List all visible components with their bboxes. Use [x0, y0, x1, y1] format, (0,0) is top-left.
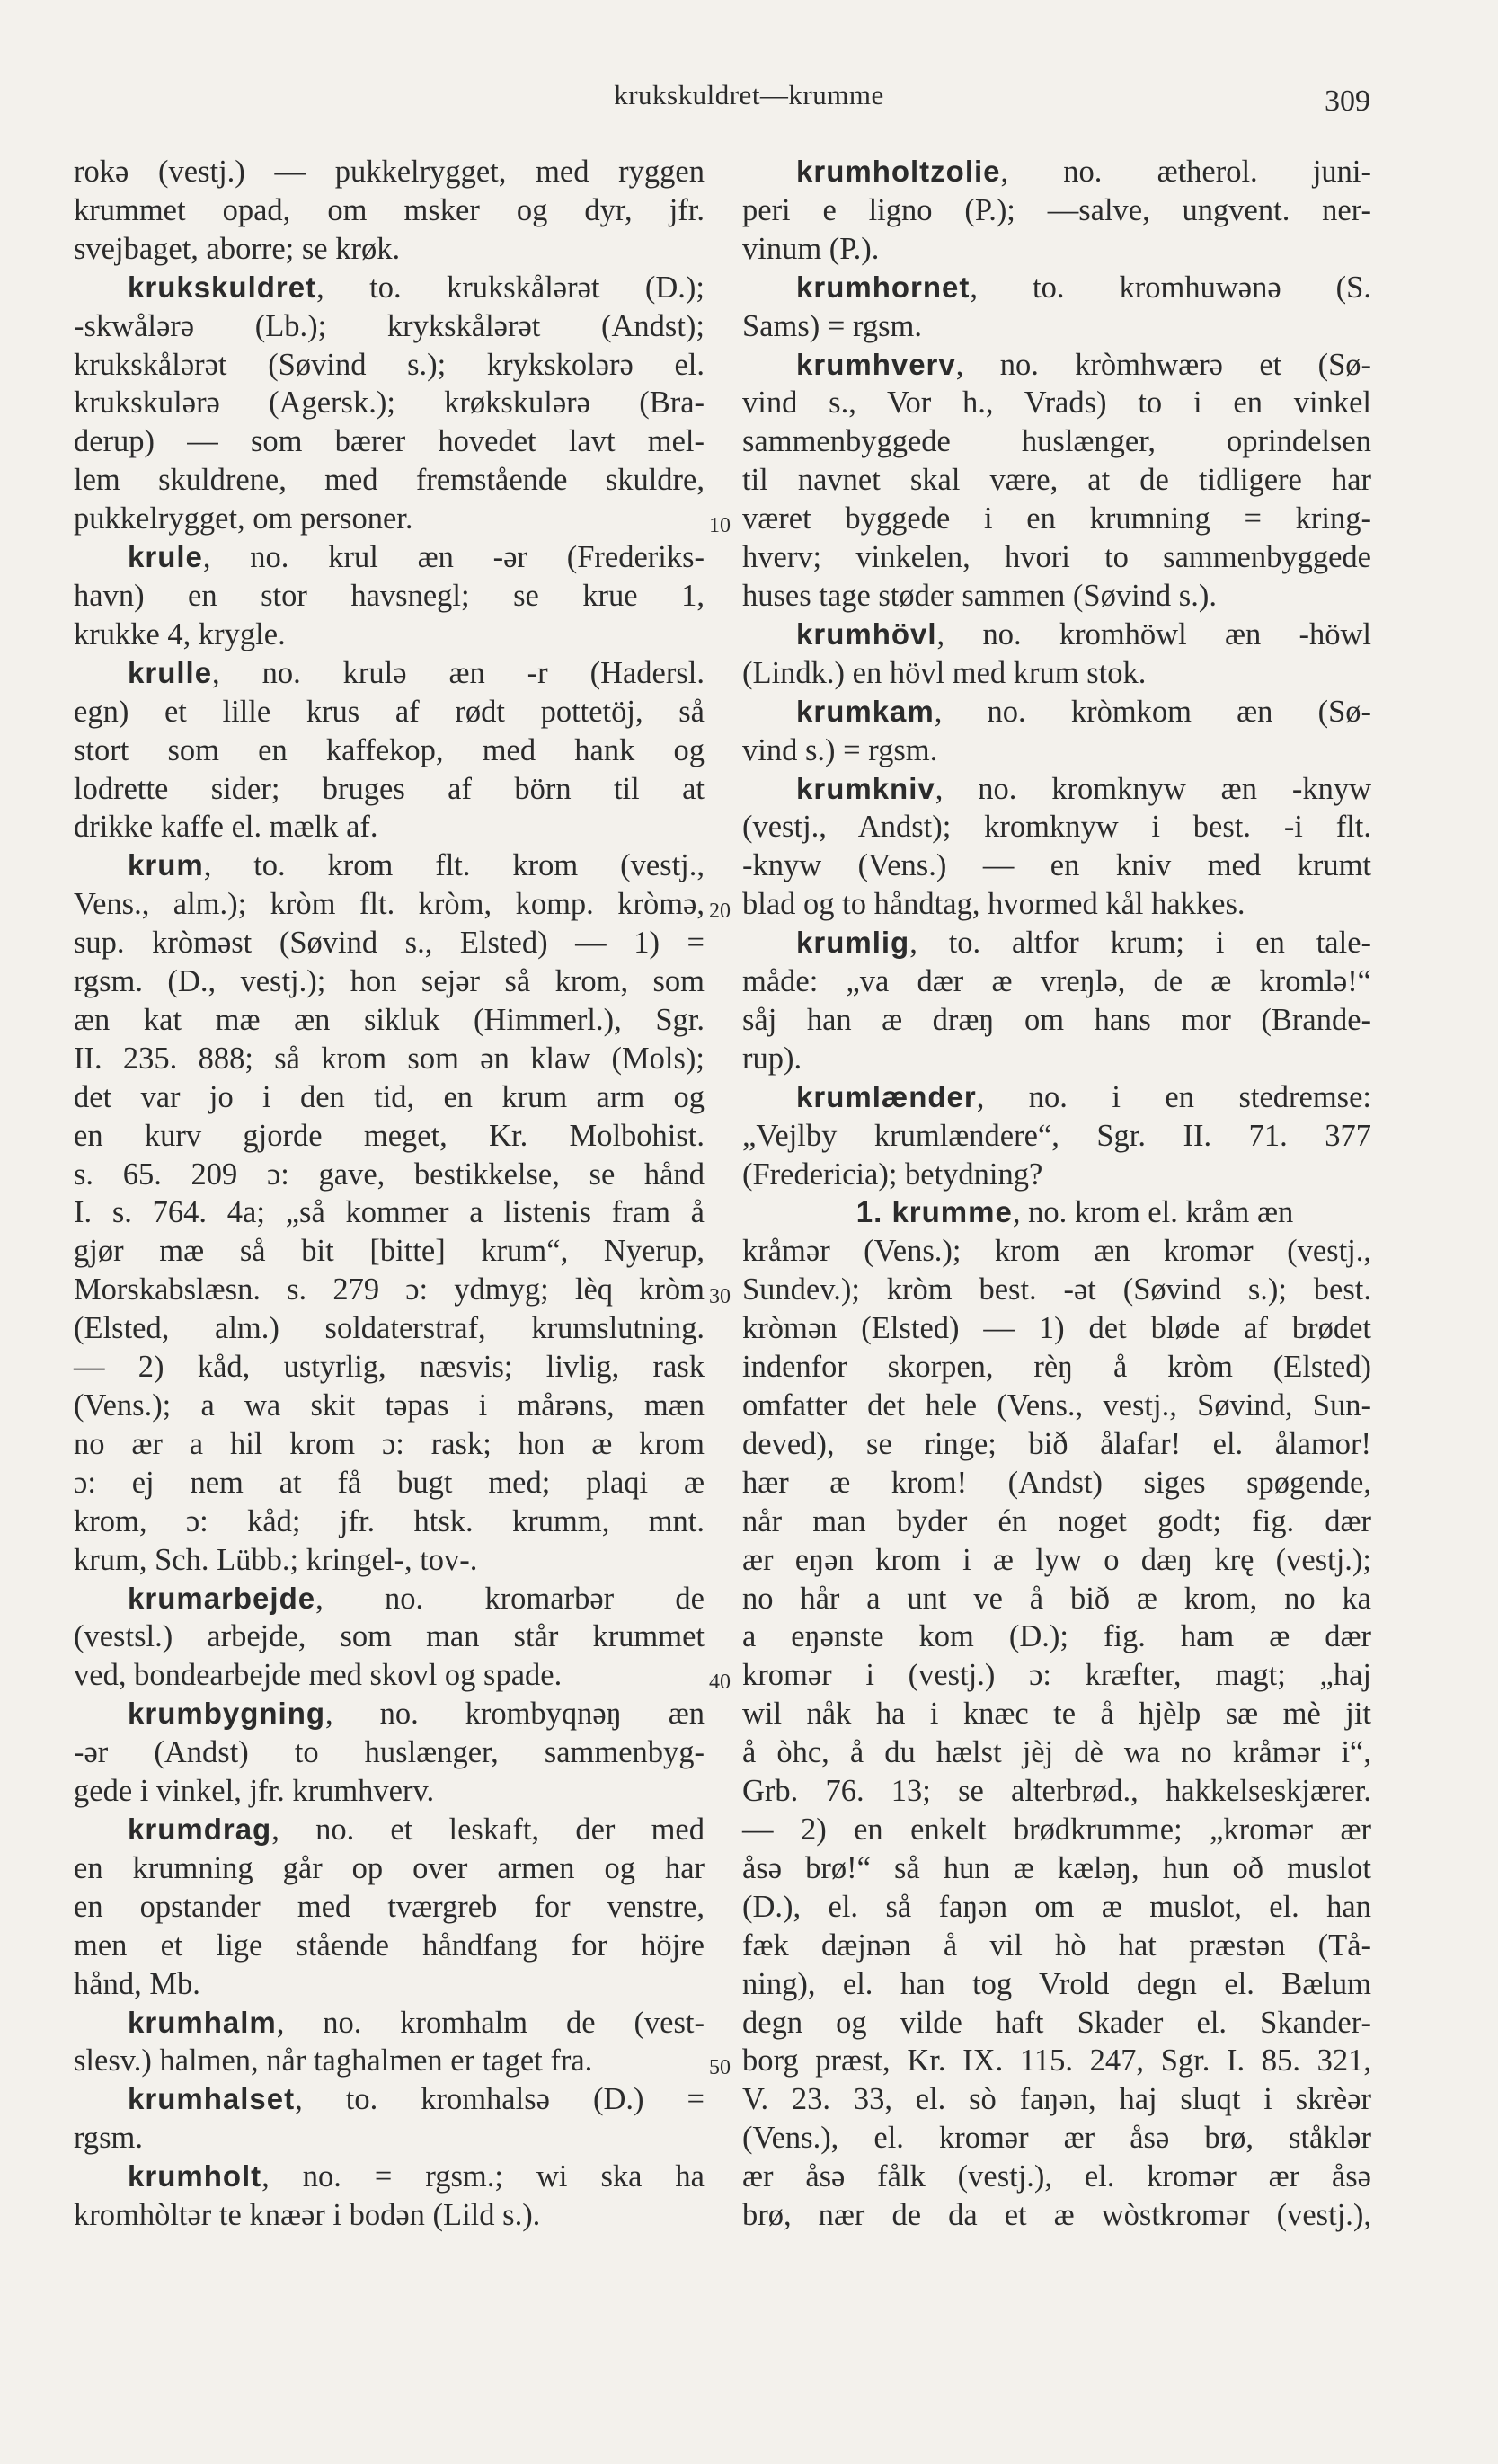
text-line: kromhòltər te knæər i bodən (Lild s.).	[74, 2198, 541, 2233]
text-line: vind s., Vor h., Vrads) to i en vinkel	[742, 386, 1371, 421]
text-line: hverv; vinkelen, hvori to sammenbyggede	[742, 540, 1371, 575]
text-line: en krumning går op over armen og har	[74, 1850, 705, 1885]
text-line: krumhverv, no. kròmhwærə et (Sø-	[796, 347, 1371, 382]
text-line: æn kat mæ æn sikluk (Himmerl.), Sgr.	[74, 1002, 705, 1037]
text-line: I. s. 764. 4a; „så kommer a listenis fram å	[74, 1195, 705, 1230]
text-line: Sundev.); kròm best. -ət (Søvind s.); best.	[742, 1272, 1371, 1307]
text-line: hær æ krom! (Andst) siges spøgende,	[742, 1465, 1371, 1500]
text-line: drikke kaffe el. mælk af.	[74, 810, 378, 845]
text-line: krukke 4, krygle.	[74, 616, 286, 651]
text-line: Morskabslæsn. s. 279 ɔ: ydmyg; lèq kròm	[74, 1272, 705, 1307]
headword: krum	[128, 848, 204, 882]
text-line: — 2) en enkelt brødkrumme; „kromər ær	[742, 1812, 1371, 1847]
text-line: kròmən (Elsted) — 1) det bløde af brødet	[742, 1311, 1371, 1346]
headword: krumhalm	[128, 2005, 277, 2039]
text-line: ɔ: ej nem at få bugt med; plaqi æ	[74, 1465, 705, 1500]
headword: krulle	[128, 655, 213, 689]
text-line: ær åsə fålk (vestj.), el. kromər ær åsə	[742, 2159, 1371, 2194]
text-line: men et lige stående håndfang for höjre	[74, 1928, 705, 1963]
running-head: krukskuldret—krumme	[614, 79, 884, 111]
text-line: a eŋənste kom (D.); fig. ham æ dær	[742, 1619, 1371, 1654]
text-line: fæk dæjnən å vil hò hat præstən (Tå-	[742, 1928, 1371, 1963]
text-line: krumdrag, no. et leskaft, der med	[128, 1812, 705, 1847]
text-line: krumlænder, no. i en stedremse:	[796, 1079, 1371, 1114]
text-line: borg præst, Kr. IX. 115. 247, Sgr. I. 85. 321,	[742, 2043, 1371, 2078]
line-number-20: 20	[709, 900, 731, 923]
text-line: krumkniv, no. kromknyw æn -knyw	[796, 771, 1371, 806]
text-line: rgsm. (D., vestj.); hon sejər så krom, som	[74, 964, 705, 999]
text-line: når man byder én noget godt; fig. dær	[742, 1503, 1371, 1538]
text-line: V. 23. 33, el. sò faŋən, haj sluqt i skrèər	[742, 2082, 1371, 2117]
text-line: degn og vilde haft Skader el. Skander-	[742, 2005, 1371, 2040]
headword: krumhalset	[128, 2082, 296, 2116]
headword: 1. krumme	[855, 1195, 1013, 1229]
text-line: (D.), el. så faŋən om æ muslot, el. han	[742, 1889, 1371, 1924]
text-line: (Elsted, alm.) soldaterstraf, krumslutning.	[74, 1311, 705, 1346]
text-line: pukkelrygget, om personer.	[74, 501, 413, 536]
left-column	[74, 153, 705, 2235]
headword: krumarbejde	[128, 1581, 316, 1615]
text-line: „Vejlby krumlændere“, Sgr. II. 71. 377	[742, 1118, 1371, 1153]
text-line: vinum (P.).	[742, 231, 880, 266]
text-line: krukskålərət (Søvind s.); krykskolərə el.	[74, 347, 705, 382]
text-line: blad og to håndtag, hvormed kål hakkes.	[742, 887, 1245, 922]
text-line: huses tage støder sammen (Søvind s.).	[742, 578, 1217, 613]
line-number-10: 10	[709, 514, 731, 537]
text-line: brø, nær de da et æ wòstkromər (vestj.),	[742, 2198, 1371, 2233]
text-line: måde: „va dær æ vreŋlə, de æ kromlə!“	[742, 964, 1371, 999]
text-line: gede i vinkel, jfr. krumhverv.	[74, 1774, 435, 1809]
text-line: åsə brø!“ så hun æ kæləŋ, hun oð muslot	[742, 1850, 1371, 1885]
line-number-50: 50	[709, 2056, 731, 2079]
text-line: krule, no. krul æn -ər (Frederiks-	[128, 540, 705, 575]
text-line: havn) en stor havsnegl; se krue 1,	[74, 578, 705, 613]
text-line: -ər (Andst) to huslænger, sammenbyg-	[74, 1735, 705, 1770]
headword: krumholt	[128, 2159, 262, 2194]
text-line: slesv.) halmen, når taghalmen er taget fra.	[74, 2043, 593, 2078]
line-number-40: 40	[709, 1671, 731, 1694]
text-line: wil nåk ha i knæc te å hjèlp sæ mè jit	[742, 1697, 1371, 1732]
text-line: krom, ɔ: kåd; jfr. htsk. krumm, mnt.	[74, 1503, 705, 1538]
text-line: krumarbejde, no. kromarbər de	[128, 1581, 705, 1616]
text-line: (Lindk.) en hövl med krum stok.	[742, 655, 1147, 690]
headword: krukskuldret	[128, 270, 317, 304]
line-number-30: 30	[709, 1285, 731, 1308]
text-line: krumhalm, no. kromhalm de (vest-	[128, 2005, 705, 2040]
page-number: 309	[1325, 84, 1370, 118]
text-line: krukskulərə (Agersk.); krøkskulərə (Bra-	[74, 386, 705, 421]
text-line: krukskuldret, to. krukskålərət (D.);	[128, 270, 705, 305]
right-column	[742, 153, 1371, 2235]
text-line: -skwålərə (Lb.); krykskålərət (Andst);	[74, 308, 705, 343]
text-line: krumholt, no. = rgsm.; wi ska ha	[128, 2159, 705, 2194]
text-line: rgsm.	[74, 2121, 144, 2156]
text-line: (vestsl.) arbejde, som man står krummet	[74, 1619, 705, 1654]
text-line: ved, bondearbejde med skovl og spade.	[74, 1658, 563, 1693]
text-line: deved), se ringe; bið ålafar! el. ålamor!	[742, 1426, 1371, 1461]
text-line: krum, to. krom flt. krom (vestj.,	[128, 848, 705, 883]
text-line: kråmər (Vens.); krom æn kromər (vestj.,	[742, 1234, 1371, 1269]
text-line: s. 65. 209 ɔ: gave, bestikkelse, se hånd	[74, 1157, 705, 1192]
text-line: II. 235. 888; så krom som ən klaw (Mols);	[74, 1041, 705, 1076]
text-line: lem skuldrene, med fremstående skuldre,	[74, 463, 705, 498]
text-line: (Vens.); a wa skit təpas i mårəns, mæn	[74, 1388, 705, 1423]
text-line: rokə (vestj.) — pukkelrygget, med ryggen	[74, 155, 705, 189]
text-line: derup) — som bærer hovedet lavt mel-	[74, 424, 705, 459]
text-line: en opstander med tværgreb for venstre,	[74, 1889, 705, 1924]
text-line: egn) et lille krus af rødt pottetöj, så	[74, 694, 705, 729]
text-line: sammenbyggede huslænger, oprindelsen	[742, 424, 1371, 459]
text-line: rup).	[742, 1041, 802, 1076]
text-line: vind s.) = rgsm.	[742, 732, 938, 767]
text-line: til navnet skal være, at de tidligere har	[742, 463, 1371, 498]
text-line: (Fredericia); betydning?	[742, 1157, 1043, 1192]
text-line: krumholtzolie, no. ætherol. juni-	[796, 155, 1371, 189]
headword: krumlig	[796, 926, 910, 960]
headword: krule	[128, 540, 203, 574]
headword: krumholtzolie	[796, 155, 1001, 188]
text-line: indenfor skorpen, rèŋ å kròm (Elsted)	[742, 1350, 1371, 1385]
text-line: krumhalset, to. kromhalsə (D.) =	[128, 2082, 705, 2117]
text-line: krum, Sch. Lübb.; kringel-, tov-.	[74, 1542, 478, 1577]
text-line: — 2) kåd, ustyrlig, næsvis; livlig, rask	[74, 1350, 705, 1385]
text-line: Sams) = rgsm.	[742, 308, 922, 343]
text-line: omfatter det hele (Vens., vestj., Søvind, Sun-	[742, 1388, 1371, 1423]
text-line: -knyw (Vens.) — en kniv med krumt	[742, 848, 1371, 883]
headword: krumhornet	[796, 270, 971, 304]
text-line: svejbaget, aborre; se krøk.	[74, 231, 401, 266]
text-line: peri e ligno (P.); —salve, ungvent. ner-	[742, 192, 1371, 227]
text-line: å òhc, å du hælst jèj dè wa no kråmər i“,	[742, 1735, 1371, 1770]
headword: krumdrag	[128, 1812, 272, 1846]
headword: krumlænder	[796, 1079, 977, 1113]
text-line: krumlig, to. altfor krum; i en tale-	[796, 926, 1371, 961]
text-line: (vestj., Andst); kromknyw i best. -i flt.	[742, 810, 1371, 845]
headword: krumkam	[796, 694, 935, 728]
text-line: været byggede i en krumning = kring-	[742, 501, 1371, 536]
text-line: såj han æ dræŋ om hans mor (Brande-	[742, 1002, 1371, 1037]
text-line: ær eŋən krom i æ lyw o dæŋ krę (vestj.);	[742, 1542, 1371, 1577]
text-line: (Vens.), el. kromər ær åsə brø, ståklər	[742, 2121, 1371, 2156]
text-line: ning), el. han tog Vrold degn el. Bælum	[742, 1966, 1371, 2001]
headword: krumkniv	[796, 771, 935, 805]
text-line: no hår a unt ve å bið æ krom, no ka	[742, 1581, 1371, 1616]
headword: krumbygning	[128, 1697, 326, 1731]
headword: krumhverv	[796, 347, 956, 381]
text-line: krumbygning, no. krombyqnəŋ æn	[128, 1697, 705, 1732]
text-line: kromər i (vestj.) ɔ: kræfter, magt; „haj	[742, 1658, 1371, 1693]
text-line: no ær a hil krom ɔ: rask; hon æ krom	[74, 1426, 705, 1461]
text-line: sup. kròməst (Søvind s., Elsted) — 1) =	[74, 926, 705, 961]
text-line: hånd, Mb.	[74, 1966, 200, 2001]
text-line: gjør mæ så bit [bitte] krum“, Nyerup,	[74, 1234, 705, 1269]
text-line: krulle, no. krulə æn -r (Hadersl.	[128, 655, 705, 690]
text-line: krummet opad, om msker og dyr, jfr.	[74, 192, 705, 227]
headword: krumhövl	[796, 616, 937, 651]
text-line: en kurv gjorde meget, Kr. Molbohist.	[74, 1118, 705, 1153]
text-line: krumkam, no. kròmkom æn (Sø-	[796, 694, 1371, 729]
text-line: 1. krumme, no. krom el. kråm æn	[855, 1195, 1294, 1230]
text-line: Grb. 76. 13; se alterbrød., hakkelseskjærer.	[742, 1774, 1371, 1809]
text-line: lodrette sider; bruges af börn til at	[74, 771, 705, 806]
text-line: det var jo i den tid, en krum arm og	[74, 1079, 705, 1114]
text-line: stort som en kaffekop, med hank og	[74, 732, 705, 767]
text-line: Vens., alm.); kròm flt. kròm, komp. kròmə,	[74, 887, 705, 922]
text-line: krumhornet, to. kromhuwənə (S.	[796, 270, 1371, 305]
text-line: krumhövl, no. kromhöwl æn -höwl	[796, 616, 1371, 651]
